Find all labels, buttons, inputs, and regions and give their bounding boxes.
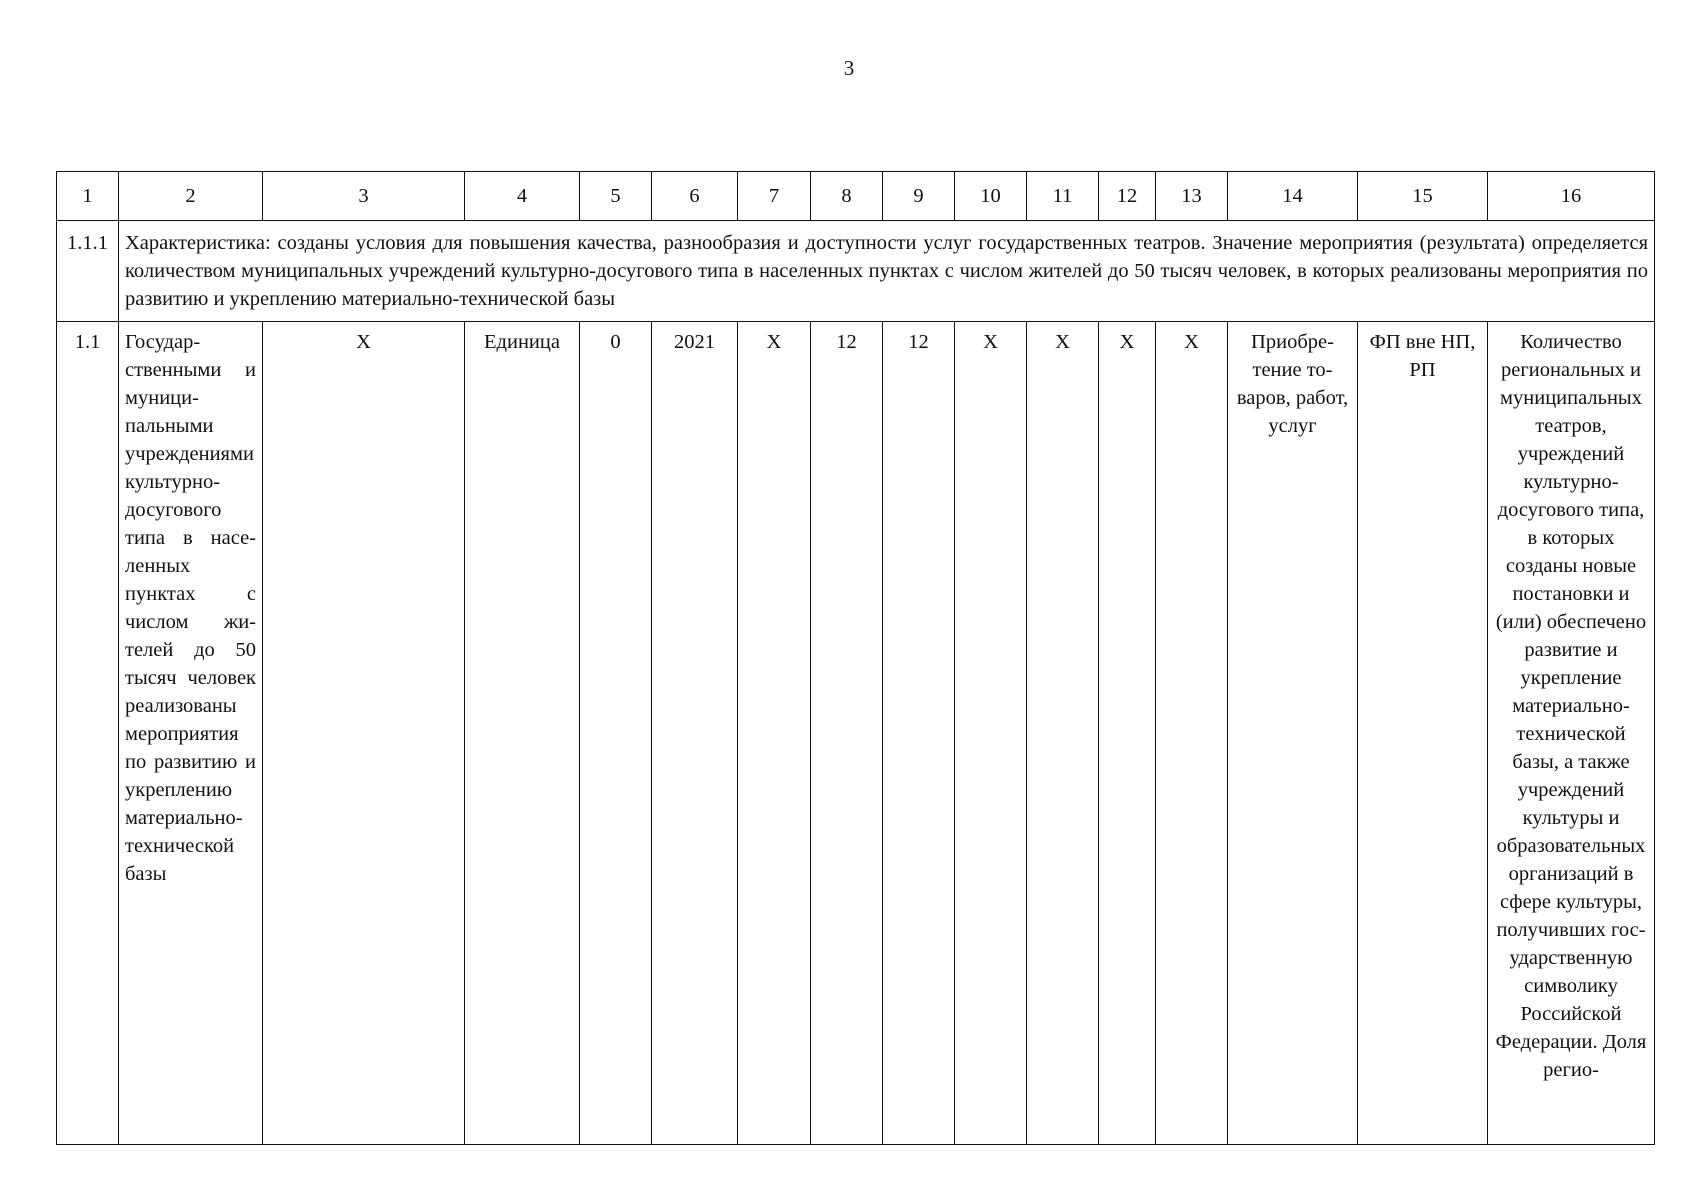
column-number-row — [57, 172, 1655, 221]
col-header-14: 14 — [1228, 172, 1358, 221]
description-cell: Количество региональных и муниципальных театров, учреждений культурно-досугового типа, в которых созданы новые постановки и (или) обеспечено развитие и укрепление материально-технической базы, а также учреждений культуры и образовательных организаций в сфере культуры, получивших государственную символику Российской Федерации. Доля регио- — [1488, 322, 1655, 1145]
activity-type-cell: Приобретение товаров, работ, услуг — [1228, 322, 1358, 1145]
col-header-10: 10 — [955, 172, 1027, 221]
unit-cell: Единица — [465, 322, 580, 1145]
cell-col-12: Х — [1099, 322, 1156, 1145]
cell-col-10: Х — [955, 322, 1027, 1145]
col-header-5: 5 — [580, 172, 652, 221]
activity-name: Государственными и муниципальными учреждениями культурно-досугового типа в населенных пунктах с числом жителей до 50 тысяч человек реализованы мероприятия по развитию и укреплению материально-технической базы — [119, 322, 263, 1145]
col-header-15: 15 — [1358, 172, 1488, 221]
col-header-1: 1 — [57, 172, 119, 221]
col-header-2: 2 — [119, 172, 263, 221]
col-header-9: 9 — [883, 172, 955, 221]
row-number: 1.1 — [57, 322, 119, 1145]
cell-col-7: Х — [738, 322, 811, 1145]
characteristic-text: Характеристика: созданы условия для повышения качества, разнообразия и доступности услуг государственных театров. Значение мероприятия (результата) определяется количеством муниципальных учреждений культурно-досугового типа в населенных пунктах с числом жителей до 50 тысяч человек, в которых реализованы мероприятия по развитию и укреплению материально-технической базы — [119, 221, 1655, 322]
col-header-3: 3 — [263, 172, 465, 221]
col-header-6: 6 — [652, 172, 738, 221]
col-header-13: 13 — [1156, 172, 1228, 221]
col-header-7: 7 — [738, 172, 811, 221]
col-header-12: 12 — [1099, 172, 1156, 221]
page-number: 3 — [843, 56, 855, 80]
characteristic-number: 1.1.1 — [57, 221, 119, 322]
characteristic-row — [57, 221, 1655, 322]
cell-col-3: Х — [263, 322, 465, 1145]
cell-col-9: 12 — [883, 322, 955, 1145]
activity-table — [56, 171, 1655, 1145]
base-value-cell: 0 — [580, 322, 652, 1145]
base-year-cell: 2021 — [652, 322, 738, 1145]
col-header-16: 16 — [1488, 172, 1655, 221]
cell-col-11: Х — [1027, 322, 1099, 1145]
col-header-8: 8 — [811, 172, 883, 221]
col-header-11: 11 — [1027, 172, 1099, 221]
project-cell: ФП вне НП, РП — [1358, 322, 1488, 1145]
cell-col-8: 12 — [811, 322, 883, 1145]
table-row — [57, 322, 1655, 1145]
cell-col-13: Х — [1156, 322, 1228, 1145]
col-header-4: 4 — [465, 172, 580, 221]
